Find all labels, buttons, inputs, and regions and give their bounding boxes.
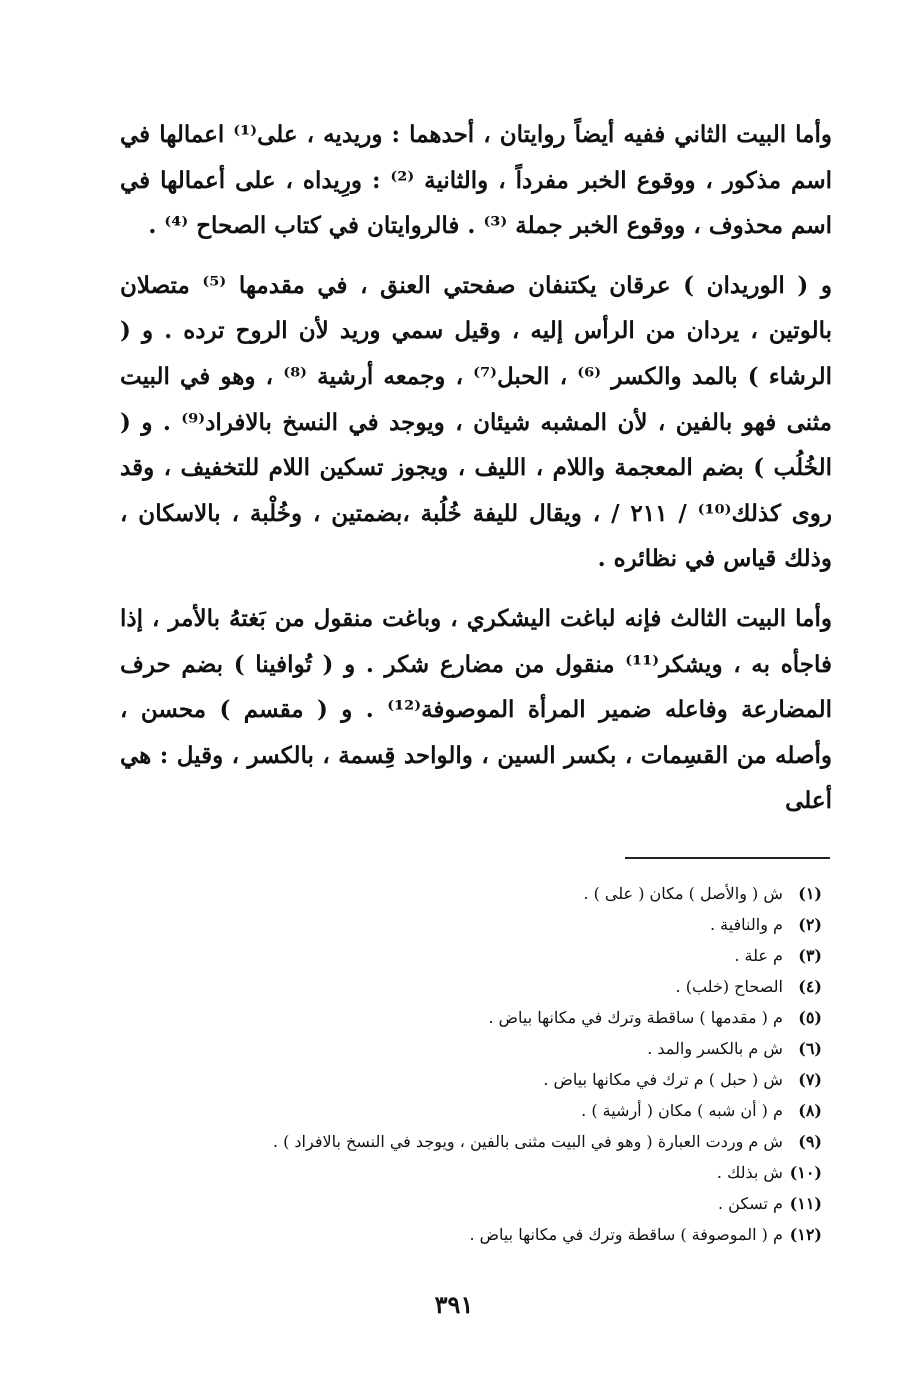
footnote-text: ش بذلك . (716, 1163, 783, 1182)
footnote-text: ش م بالكسر والمد . (647, 1039, 783, 1058)
footnotes (182, 878, 822, 1250)
footnote (182, 1219, 822, 1250)
footnote-number: (٨) (798, 1101, 822, 1120)
footnote-text: م ( مقدمها ) ساقطة وترك في مكانها بياض . (488, 1008, 783, 1027)
footnote-text: م ( الموصوفة ) ساقطة وترك في مكانها بياض . (469, 1225, 783, 1244)
footnote-number: (٤) (798, 977, 822, 996)
paragraph-1: وأما البيت الثاني ففيه أيضاً روايتان ، أحدهما : وريديه ، على⁽¹⁾ اعمالها في اسم مذكور ، ووقوع الخبر مفرداً ، والثانية ⁽²⁾ : ورِيداه ، على أعمالها في اسم محذوف ، ووقوع الخبر جملة ⁽³⁾ . فالروايتان في كتاب الصحاح ⁽⁴⁾ . (120, 121, 832, 240)
footnote (182, 1002, 822, 1033)
footnote-text: ش م وردت العبارة ( وهو في البيت مثنى بالفين ، ويوجد في النسخ بالافراد ) . (272, 1132, 783, 1151)
footnote-number: (٢) (798, 915, 822, 934)
footnote (182, 1064, 822, 1095)
footnote-text: م والنافية . (709, 915, 783, 934)
main-text (120, 112, 832, 824)
footnote-number: (١٢) (789, 1225, 822, 1244)
footnote-text: ش ( حبل ) م ترك في مكانها بياض . (543, 1070, 783, 1089)
footnote-number: (١) (798, 884, 822, 903)
footnote (182, 878, 822, 909)
footnote (182, 1157, 822, 1188)
footnote (182, 940, 822, 971)
footnote (182, 1095, 822, 1126)
footnote-number: (١٠) (789, 1163, 822, 1182)
footnote-text: الصحاح (خلب) . (675, 977, 783, 996)
page-number: ٣٩١ (434, 1290, 474, 1319)
paragraph-2: و ( الوريدان ) عرقان يكتنفان صفحتي العنق ، في مقدمها ⁽⁵⁾ متصلان بالوتين ، يردان من الرأس إليه ، وقيل سمي وريد لأن الروح ترده . و ( الرشاء ) بالمد والكسر ⁽⁶⁾ ، الحبل⁽⁷⁾ ، وجمعه أرشية ⁽⁸⁾ ، وهو في البيت مثنى فهو بالفين ، لأن المشبه شيئان ، ويوجد في النسخ بالافراد⁽⁹⁾ . و ( الخُلُب ) بضم المعجمة واللام ، الليف ، ويجوز تسكين اللام للتخفيف ، وقد روى كذلك⁽¹⁰⁾ / ٢١١ / ، ويقال لليفة خُلُبة ،بضمتين ، وخُلْبة ، بالاسكان ، وذلك قياس في نظائره . (120, 271, 833, 573)
footnote-text: م علة . (734, 946, 783, 965)
footnote-number: (٩) (798, 1132, 822, 1151)
footnote-text: م ( أن شبه ) مكان ( أرشية ) . (581, 1101, 783, 1120)
footnote (182, 1126, 822, 1157)
paragraph-3: وأما البيت الثالث فإنه لباغت اليشكري ، وباغت منقول من بَغتهُ بالأمر ، إذا فاجأه به ، ويشكر⁽¹¹⁾ منقول من مضارع شكر . و ( تُوافينا ) بضم حرف المضارعة وفاعله ضمير المرأة الموصوفة⁽¹²⁾ . و ( مقسم ) محسن ، وأصله من القسِمات ، بكسر السين ، والواحد قِسمة ، بالكسر ، وقيل : هي أعلى (120, 604, 832, 815)
footnote (182, 909, 822, 940)
footnote-number: (٧) (798, 1070, 822, 1089)
footnote-number: (٦) (798, 1039, 822, 1058)
footnote (182, 1033, 822, 1064)
footnote-number: (١١) (789, 1194, 822, 1213)
footnote-number: (٥) (798, 1008, 822, 1027)
footnote-divider (625, 857, 830, 859)
footnote (182, 971, 822, 1002)
footnote (182, 1188, 822, 1219)
footnote-text: م تسكن . (718, 1194, 783, 1213)
footnote-text: ش ( والأصل ) مكان ( على ) . (583, 884, 783, 903)
footnote-number: (٣) (798, 946, 822, 965)
